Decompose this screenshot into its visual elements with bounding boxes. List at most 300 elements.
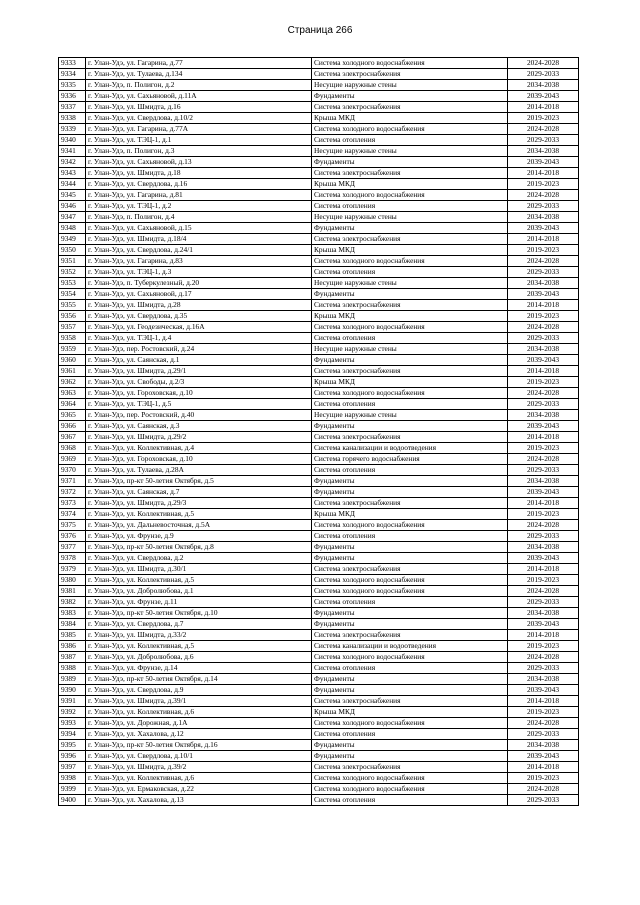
address-cell: г. Улан-Удэ, ул. Шмидта, д.30/1 <box>86 564 312 575</box>
table-row <box>59 212 579 223</box>
period-cell: 2039-2043 <box>508 487 579 498</box>
period-cell: 2034-2038 <box>508 80 579 91</box>
address-cell: г. Улан-Удэ, ул. ТЭЦ-1, д.1 <box>86 135 312 146</box>
system-cell: Система электроснабжения <box>312 564 508 575</box>
period-cell: 2019-2023 <box>508 311 579 322</box>
period-cell: 2029-2033 <box>508 333 579 344</box>
system-cell: Система холодного водоснабжения <box>312 718 508 729</box>
table-row <box>59 740 579 751</box>
row-number: 9375 <box>59 520 86 531</box>
period-cell: 2034-2038 <box>508 146 579 157</box>
system-cell: Фундаменты <box>312 619 508 630</box>
address-cell: г. Улан-Удэ, ул. ТЭЦ-1, д.2 <box>86 201 312 212</box>
period-cell: 2029-2033 <box>508 729 579 740</box>
address-cell: г. Улан-Удэ, ул. Свердлова, д.9 <box>86 685 312 696</box>
system-cell: Система отопления <box>312 333 508 344</box>
table-row <box>59 498 579 509</box>
row-number: 9354 <box>59 289 86 300</box>
table-row <box>59 509 579 520</box>
table-row <box>59 201 579 212</box>
row-number: 9383 <box>59 608 86 619</box>
row-number: 9345 <box>59 190 86 201</box>
system-cell: Крыша МКД <box>312 179 508 190</box>
period-cell: 2034-2038 <box>508 344 579 355</box>
period-cell: 2019-2023 <box>508 575 579 586</box>
address-cell: г. Улан-Удэ, ул. Шмидта, д.29/1 <box>86 366 312 377</box>
row-number: 9356 <box>59 311 86 322</box>
system-cell: Фундаменты <box>312 421 508 432</box>
period-cell: 2034-2038 <box>508 542 579 553</box>
row-number: 9350 <box>59 245 86 256</box>
row-number: 9390 <box>59 685 86 696</box>
address-cell: г. Улан-Удэ, ул. Хахалова, д.12 <box>86 729 312 740</box>
address-cell: г. Улан-Удэ, ул. Гороховская, д.10 <box>86 454 312 465</box>
period-cell: 2019-2023 <box>508 773 579 784</box>
period-cell: 2019-2023 <box>508 377 579 388</box>
address-cell: г. Улан-Удэ, ул. Гагарина, д.77 <box>86 58 312 69</box>
row-number: 9393 <box>59 718 86 729</box>
period-cell: 2029-2033 <box>508 399 579 410</box>
row-number: 9338 <box>59 113 86 124</box>
period-cell: 2029-2033 <box>508 531 579 542</box>
address-cell: г. Улан-Удэ, ул. Коллективная, д.5 <box>86 509 312 520</box>
table-row <box>59 575 579 586</box>
table-row <box>59 465 579 476</box>
address-cell: г. Улан-Удэ, ул. Дорожная, д.1А <box>86 718 312 729</box>
address-cell: г. Улан-Удэ, ул. ТЭЦ-1, д.5 <box>86 399 312 410</box>
table-row <box>59 124 579 135</box>
system-cell: Система электроснабжения <box>312 69 508 80</box>
period-cell: 2014-2018 <box>508 498 579 509</box>
table-row <box>59 399 579 410</box>
address-cell: г. Улан-Удэ, ул. Гагарина, д.81 <box>86 190 312 201</box>
period-cell: 2034-2038 <box>508 674 579 685</box>
table-row <box>59 696 579 707</box>
page-title: Страница 266 <box>287 25 353 36</box>
address-cell: г. Улан-Удэ, ул. Геодезическая, д.16А <box>86 322 312 333</box>
table-row <box>59 663 579 674</box>
table-row <box>59 223 579 234</box>
address-cell: г. Улан-Удэ, пер. Ростовский, д.40 <box>86 410 312 421</box>
system-cell: Фундаменты <box>312 740 508 751</box>
table-row <box>59 674 579 685</box>
period-cell: 2029-2033 <box>508 795 579 806</box>
system-cell: Система холодного водоснабжения <box>312 124 508 135</box>
address-cell: г. Улан-Удэ, пр-кт 50-летия Октября, д.8 <box>86 542 312 553</box>
period-cell: 2014-2018 <box>508 762 579 773</box>
table-row <box>59 454 579 465</box>
address-cell: г. Улан-Удэ, ул. Сахьяновой, д.13 <box>86 157 312 168</box>
table-row <box>59 432 579 443</box>
table-row <box>59 256 579 267</box>
address-cell: г. Улан-Удэ, ул. Хахалова, д.13 <box>86 795 312 806</box>
system-cell: Крыша МКД <box>312 113 508 124</box>
system-cell: Система электроснабжения <box>312 366 508 377</box>
period-cell: 2039-2043 <box>508 685 579 696</box>
table-row <box>59 355 579 366</box>
system-cell: Система отопления <box>312 531 508 542</box>
system-cell: Система холодного водоснабжения <box>312 586 508 597</box>
address-cell: г. Улан-Удэ, ул. Шмидта, д.16 <box>86 102 312 113</box>
period-cell: 2039-2043 <box>508 619 579 630</box>
row-number: 9365 <box>59 410 86 421</box>
system-cell: Фундаменты <box>312 608 508 619</box>
address-cell: г. Улан-Удэ, ул. Сахьяновой, д.11А <box>86 91 312 102</box>
row-number: 9358 <box>59 333 86 344</box>
address-cell: г. Улан-Удэ, ул. Фрунзе, д.11 <box>86 597 312 608</box>
address-cell: г. Улан-Удэ, ул. Добролюбова, д.1 <box>86 586 312 597</box>
table-row <box>59 179 579 190</box>
table-row <box>59 377 579 388</box>
period-cell: 2014-2018 <box>508 300 579 311</box>
address-cell: г. Улан-Удэ, ул. Коллективная, д.6 <box>86 773 312 784</box>
period-cell: 2024-2028 <box>508 784 579 795</box>
address-cell: г. Улан-Удэ, ул. Фрунзе, д.9 <box>86 531 312 542</box>
address-cell: г. Улан-Удэ, ул. Добролюбова, д.6 <box>86 652 312 663</box>
address-cell: г. Улан-Удэ, ул. Гороховская, д.10 <box>86 388 312 399</box>
period-cell: 2029-2033 <box>508 267 579 278</box>
table-row <box>59 410 579 421</box>
row-number: 9337 <box>59 102 86 113</box>
table-row <box>59 520 579 531</box>
system-cell: Система холодного водоснабжения <box>312 256 508 267</box>
system-cell: Система отопления <box>312 663 508 674</box>
table-row <box>59 641 579 652</box>
table-row <box>59 366 579 377</box>
system-cell: Крыша МКД <box>312 509 508 520</box>
row-number: 9391 <box>59 696 86 707</box>
period-cell: 2024-2028 <box>508 652 579 663</box>
period-cell: 2039-2043 <box>508 223 579 234</box>
period-cell: 2014-2018 <box>508 168 579 179</box>
table-row <box>59 586 579 597</box>
table-row <box>59 157 579 168</box>
address-cell: г. Улан-Удэ, ул. Шмидта, д.33/2 <box>86 630 312 641</box>
period-cell: 2024-2028 <box>508 58 579 69</box>
period-cell: 2019-2023 <box>508 443 579 454</box>
row-number: 9360 <box>59 355 86 366</box>
table-row <box>59 553 579 564</box>
row-number: 9348 <box>59 223 86 234</box>
system-cell: Крыша МКД <box>312 377 508 388</box>
period-cell: 2014-2018 <box>508 432 579 443</box>
address-cell: г. Улан-Удэ, ул. Свердлова, д.24/1 <box>86 245 312 256</box>
row-number: 9376 <box>59 531 86 542</box>
address-cell: г. Улан-Удэ, ул. Шмидта, д.29/3 <box>86 498 312 509</box>
row-number: 9389 <box>59 674 86 685</box>
row-number: 9369 <box>59 454 86 465</box>
address-cell: г. Улан-Удэ, ул. Шмидта, д.18 <box>86 168 312 179</box>
row-number: 9339 <box>59 124 86 135</box>
table-row <box>59 718 579 729</box>
period-cell: 2019-2023 <box>508 245 579 256</box>
system-cell: Крыша МКД <box>312 245 508 256</box>
table-row <box>59 531 579 542</box>
period-cell: 2019-2023 <box>508 707 579 718</box>
row-number: 9352 <box>59 267 86 278</box>
table-row <box>59 135 579 146</box>
address-cell: г. Улан-Удэ, ул. Шмидта, д.39/1 <box>86 696 312 707</box>
system-cell: Система электроснабжения <box>312 432 508 443</box>
system-cell: Система холодного водоснабжения <box>312 58 508 69</box>
system-cell: Система отопления <box>312 399 508 410</box>
system-cell: Система электроснабжения <box>312 498 508 509</box>
table-row <box>59 113 579 124</box>
address-cell: г. Улан-Удэ, ул. Саянская, д.7 <box>86 487 312 498</box>
table-row <box>59 344 579 355</box>
row-number: 9342 <box>59 157 86 168</box>
period-cell: 2014-2018 <box>508 630 579 641</box>
address-cell: г. Улан-Удэ, ул. ТЭЦ-1, д.4 <box>86 333 312 344</box>
system-cell: Система отопления <box>312 465 508 476</box>
row-number: 9378 <box>59 553 86 564</box>
system-cell: Система холодного водоснабжения <box>312 520 508 531</box>
address-cell: г. Улан-Удэ, ул. Саянская, д.1 <box>86 355 312 366</box>
table-row <box>59 630 579 641</box>
period-cell: 2019-2023 <box>508 509 579 520</box>
row-number: 9398 <box>59 773 86 784</box>
system-cell: Несущие наружные стены <box>312 344 508 355</box>
period-cell: 2024-2028 <box>508 454 579 465</box>
row-number: 9385 <box>59 630 86 641</box>
table-row <box>59 58 579 69</box>
address-cell: г. Улан-Удэ, ул. Коллективная, д.4 <box>86 443 312 454</box>
period-cell: 2039-2043 <box>508 553 579 564</box>
period-cell: 2014-2018 <box>508 564 579 575</box>
period-cell: 2024-2028 <box>508 520 579 531</box>
table-row <box>59 487 579 498</box>
period-cell: 2024-2028 <box>508 586 579 597</box>
table-row <box>59 289 579 300</box>
address-cell: г. Улан-Удэ, пр-кт 50-летия Октября, д.10 <box>86 608 312 619</box>
table-row <box>59 333 579 344</box>
row-number: 9388 <box>59 663 86 674</box>
row-number: 9349 <box>59 234 86 245</box>
system-cell: Фундаменты <box>312 91 508 102</box>
row-number: 9373 <box>59 498 86 509</box>
address-cell: г. Улан-Удэ, ул. Свердлова, д.16 <box>86 179 312 190</box>
table-row <box>59 91 579 102</box>
table-row <box>59 69 579 80</box>
system-cell: Система холодного водоснабжения <box>312 575 508 586</box>
table-row <box>59 168 579 179</box>
address-cell: г. Улан-Удэ, ул. Сахьяновой, д.15 <box>86 223 312 234</box>
system-cell: Фундаменты <box>312 674 508 685</box>
address-cell: г. Улан-Удэ, ул. Саянская, д.3 <box>86 421 312 432</box>
address-cell: г. Улан-Удэ, ул. Коллективная, д.6 <box>86 707 312 718</box>
period-cell: 2019-2023 <box>508 641 579 652</box>
table-row <box>59 80 579 91</box>
period-cell: 2014-2018 <box>508 102 579 113</box>
table-row <box>59 322 579 333</box>
table-row <box>59 542 579 553</box>
system-cell: Фундаменты <box>312 355 508 366</box>
address-cell: г. Улан-Удэ, ул. Фрунзе, д.14 <box>86 663 312 674</box>
row-number: 9362 <box>59 377 86 388</box>
system-cell: Фундаменты <box>312 542 508 553</box>
row-number: 9351 <box>59 256 86 267</box>
period-cell: 2029-2033 <box>508 597 579 608</box>
row-number: 9400 <box>59 795 86 806</box>
table-row <box>59 729 579 740</box>
period-cell: 2024-2028 <box>508 190 579 201</box>
table-row <box>59 608 579 619</box>
table-row <box>59 795 579 806</box>
system-cell: Система холодного водоснабжения <box>312 652 508 663</box>
address-cell: г. Улан-Удэ, ул. Свердлова, д.2 <box>86 553 312 564</box>
register-table-body <box>59 58 579 806</box>
register-table <box>58 57 579 806</box>
row-number: 9380 <box>59 575 86 586</box>
period-cell: 2034-2038 <box>508 476 579 487</box>
system-cell: Система отопления <box>312 597 508 608</box>
row-number: 9374 <box>59 509 86 520</box>
table-row <box>59 784 579 795</box>
row-number: 9344 <box>59 179 86 190</box>
system-cell: Система отопления <box>312 135 508 146</box>
system-cell: Система электроснабжения <box>312 234 508 245</box>
period-cell: 2039-2043 <box>508 157 579 168</box>
system-cell: Система электроснабжения <box>312 696 508 707</box>
system-cell: Система отопления <box>312 795 508 806</box>
address-cell: г. Улан-Удэ, ул. Шмидта, д.39/2 <box>86 762 312 773</box>
table-row <box>59 564 579 575</box>
address-cell: г. Улан-Удэ, ул. Шмидта, д.18/4 <box>86 234 312 245</box>
period-cell: 2039-2043 <box>508 421 579 432</box>
address-cell: г. Улан-Удэ, ул. Свердлова, д.7 <box>86 619 312 630</box>
table-row <box>59 652 579 663</box>
system-cell: Фундаменты <box>312 289 508 300</box>
period-cell: 2024-2028 <box>508 322 579 333</box>
row-number: 9341 <box>59 146 86 157</box>
table-row <box>59 300 579 311</box>
period-cell: 2024-2028 <box>508 718 579 729</box>
address-cell: г. Улан-Удэ, п. Полигон, д.3 <box>86 146 312 157</box>
system-cell: Несущие наружные стены <box>312 146 508 157</box>
row-number: 9357 <box>59 322 86 333</box>
system-cell: Система отопления <box>312 267 508 278</box>
table-row <box>59 267 579 278</box>
address-cell: г. Улан-Удэ, ул. Дальневосточная, д.5А <box>86 520 312 531</box>
row-number: 9355 <box>59 300 86 311</box>
table-row <box>59 762 579 773</box>
row-number: 9399 <box>59 784 86 795</box>
row-number: 9367 <box>59 432 86 443</box>
row-number: 9386 <box>59 641 86 652</box>
row-number: 9363 <box>59 388 86 399</box>
period-cell: 2024-2028 <box>508 124 579 135</box>
row-number: 9366 <box>59 421 86 432</box>
period-cell: 2014-2018 <box>508 696 579 707</box>
row-number: 9340 <box>59 135 86 146</box>
row-number: 9371 <box>59 476 86 487</box>
row-number: 9381 <box>59 586 86 597</box>
address-cell: г. Улан-Удэ, ул. Сахьяновой, д.17 <box>86 289 312 300</box>
address-cell: г. Улан-Удэ, ул. Свердлова, д.35 <box>86 311 312 322</box>
period-cell: 2034-2038 <box>508 740 579 751</box>
address-cell: г. Улан-Удэ, п. Полигон, д.2 <box>86 80 312 91</box>
period-cell: 2039-2043 <box>508 751 579 762</box>
system-cell: Система холодного водоснабжения <box>312 322 508 333</box>
row-number: 9396 <box>59 751 86 762</box>
row-number: 9335 <box>59 80 86 91</box>
address-cell: г. Улан-Удэ, пер. Ростовский, д.24 <box>86 344 312 355</box>
table-row <box>59 102 579 113</box>
table-row <box>59 146 579 157</box>
period-cell: 2019-2023 <box>508 113 579 124</box>
period-cell: 2029-2033 <box>508 465 579 476</box>
period-cell: 2029-2033 <box>508 135 579 146</box>
system-cell: Система канализации и водоотведения <box>312 641 508 652</box>
period-cell: 2014-2018 <box>508 234 579 245</box>
system-cell: Несущие наружные стены <box>312 212 508 223</box>
address-cell: г. Улан-Удэ, пр-кт 50-летия Октября, д.5 <box>86 476 312 487</box>
system-cell: Система отопления <box>312 201 508 212</box>
table-row <box>59 190 579 201</box>
address-cell: г. Улан-Удэ, пр-кт 50-летия Октября, д.16 <box>86 740 312 751</box>
system-cell: Фундаменты <box>312 157 508 168</box>
row-number: 9392 <box>59 707 86 718</box>
table-row <box>59 773 579 784</box>
table-row <box>59 619 579 630</box>
address-cell: г. Улан-Удэ, ул. Гагарина, д.77А <box>86 124 312 135</box>
period-cell: 2034-2038 <box>508 608 579 619</box>
system-cell: Несущие наружные стены <box>312 80 508 91</box>
address-cell: г. Улан-Удэ, ул. Коллективная, д.5 <box>86 641 312 652</box>
table-row <box>59 388 579 399</box>
row-number: 9336 <box>59 91 86 102</box>
table-row <box>59 476 579 487</box>
row-number: 9377 <box>59 542 86 553</box>
row-number: 9334 <box>59 69 86 80</box>
system-cell: Система канализации и водоотведения <box>312 443 508 454</box>
address-cell: г. Улан-Удэ, ул. Гагарина, д.83 <box>86 256 312 267</box>
period-cell: 2039-2043 <box>508 289 579 300</box>
system-cell: Крыша МКД <box>312 311 508 322</box>
period-cell: 2029-2033 <box>508 201 579 212</box>
period-cell: 2024-2028 <box>508 388 579 399</box>
address-cell: г. Улан-Удэ, ул. ТЭЦ-1, д.3 <box>86 267 312 278</box>
system-cell: Система электроснабжения <box>312 630 508 641</box>
period-cell: 2014-2018 <box>508 366 579 377</box>
period-cell: 2034-2038 <box>508 212 579 223</box>
period-cell: 2029-2033 <box>508 69 579 80</box>
address-cell: г. Улан-Удэ, ул. Коллективная, д.5 <box>86 575 312 586</box>
row-number: 9343 <box>59 168 86 179</box>
address-cell: г. Улан-Удэ, пр-кт 50-летия Октября, д.14 <box>86 674 312 685</box>
period-cell: 2019-2023 <box>508 179 579 190</box>
row-number: 9368 <box>59 443 86 454</box>
address-cell: г. Улан-Удэ, ул. Шмидта, д.28 <box>86 300 312 311</box>
system-cell: Несущие наружные стены <box>312 278 508 289</box>
table-row <box>59 278 579 289</box>
row-number: 9384 <box>59 619 86 630</box>
system-cell: Система электроснабжения <box>312 300 508 311</box>
system-cell: Фундаменты <box>312 476 508 487</box>
period-cell: 2039-2043 <box>508 91 579 102</box>
period-cell: 2039-2043 <box>508 355 579 366</box>
row-number: 9379 <box>59 564 86 575</box>
address-cell: г. Улан-Удэ, ул. Свердлова, д.10/2 <box>86 113 312 124</box>
table-row <box>59 245 579 256</box>
address-cell: г. Улан-Удэ, ул. Тулаева, д.134 <box>86 69 312 80</box>
system-cell: Фундаменты <box>312 487 508 498</box>
table-row <box>59 751 579 762</box>
table-row <box>59 597 579 608</box>
period-cell: 2029-2033 <box>508 663 579 674</box>
system-cell: Система отопления <box>312 729 508 740</box>
system-cell: Несущие наружные стены <box>312 410 508 421</box>
